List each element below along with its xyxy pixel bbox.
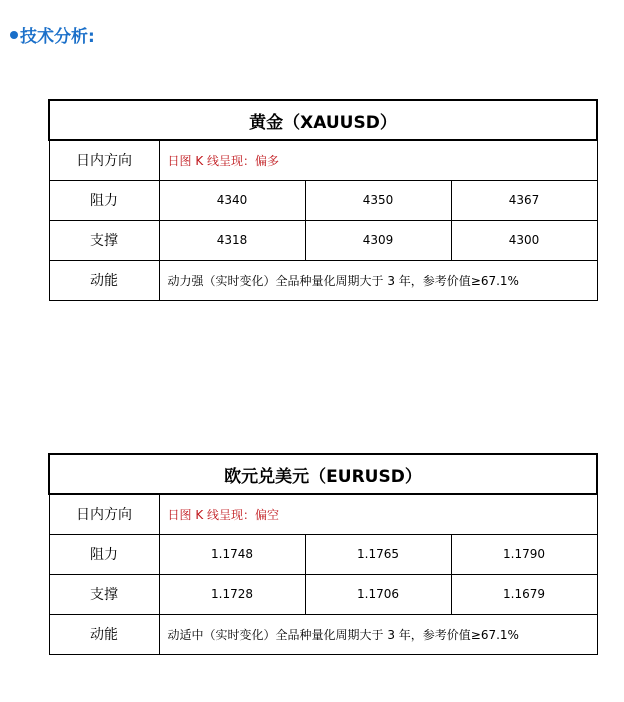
- direction-value: 日图 K 线呈现：偏多: [159, 140, 597, 180]
- table-title: 黄金（XAUUSD）: [49, 100, 597, 140]
- momentum-label: 动能: [49, 614, 159, 654]
- momentum-row: [49, 614, 597, 654]
- eurusd-table: [48, 453, 598, 655]
- momentum-row: [49, 260, 597, 300]
- momentum-value: 动适中（实时变化）全品种量化周期大于 3 年，参考价值≥67.1%: [159, 614, 597, 654]
- resistance-label: 阻力: [49, 534, 159, 574]
- section-heading: [10, 22, 95, 47]
- support-row: [49, 574, 597, 614]
- momentum-label: 动能: [49, 260, 159, 300]
- direction-value: 日图 K 线呈现：偏空: [159, 494, 597, 534]
- resistance-row: [49, 534, 597, 574]
- support-row: [49, 220, 597, 260]
- resistance-label: 阻力: [49, 180, 159, 220]
- direction-row: [49, 140, 597, 180]
- support-value: 4300: [451, 220, 597, 260]
- support-label: 支撑: [49, 574, 159, 614]
- table-title: 欧元兑美元（EURUSD）: [49, 454, 597, 494]
- direction-label: 日内方向: [49, 140, 159, 180]
- support-value: 1.1706: [305, 574, 451, 614]
- bullet-icon: [10, 31, 18, 39]
- support-value: 1.1679: [451, 574, 597, 614]
- resistance-value: 1.1748: [159, 534, 305, 574]
- momentum-value: 动力强（实时变化）全品种量化周期大于 3 年，参考价值≥67.1%: [159, 260, 597, 300]
- resistance-value: 1.1765: [305, 534, 451, 574]
- resistance-row: [49, 180, 597, 220]
- resistance-value: 4350: [305, 180, 451, 220]
- section-title: 技术分析:: [20, 27, 95, 47]
- resistance-value: 4367: [451, 180, 597, 220]
- direction-label: 日内方向: [49, 494, 159, 534]
- resistance-value: 4340: [159, 180, 305, 220]
- gold-table: [48, 99, 598, 301]
- direction-row: [49, 494, 597, 534]
- support-label: 支撑: [49, 220, 159, 260]
- support-value: 1.1728: [159, 574, 305, 614]
- resistance-value: 1.1790: [451, 534, 597, 574]
- support-value: 4318: [159, 220, 305, 260]
- support-value: 4309: [305, 220, 451, 260]
